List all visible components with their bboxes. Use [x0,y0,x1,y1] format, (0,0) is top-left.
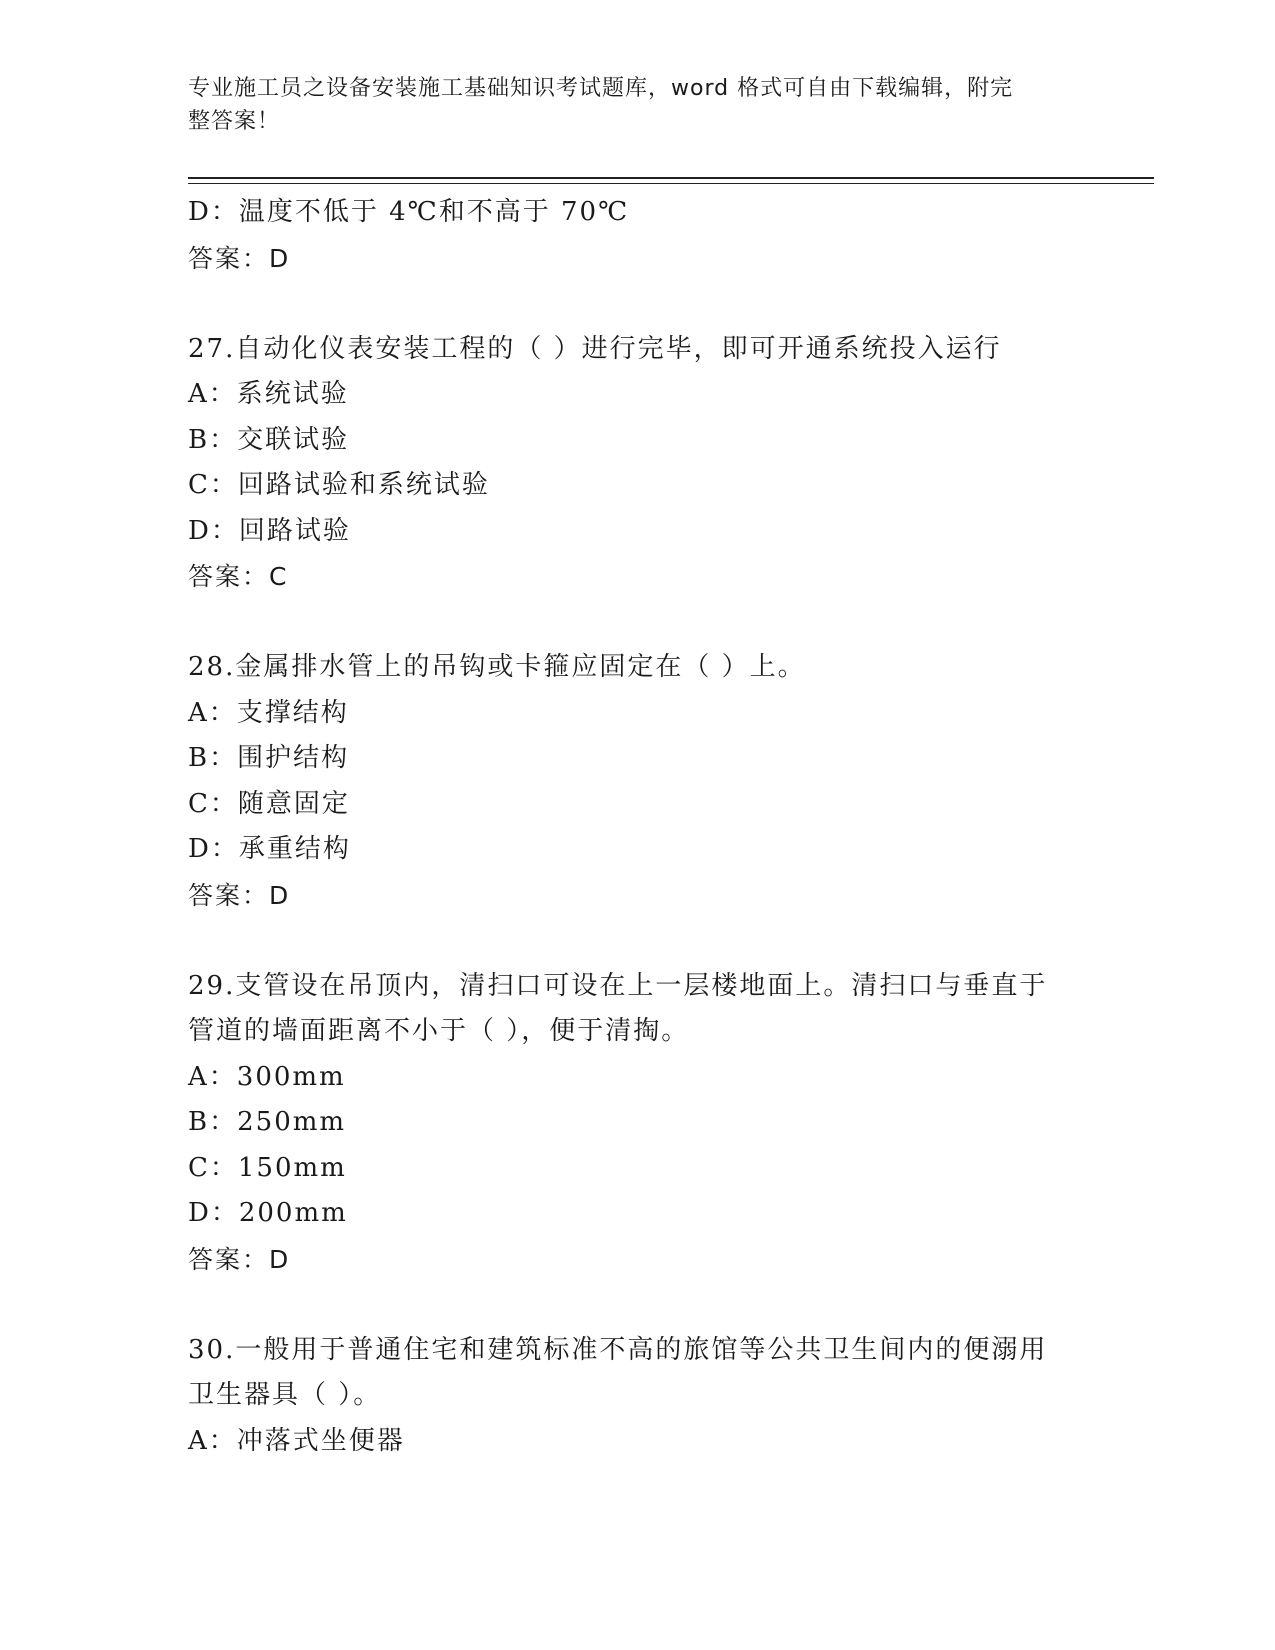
option-b: B：交联试验 [188,424,350,455]
question-29 [188,964,1088,1283]
header-line-2: 整答案！ [188,109,281,134]
option-d: D：回路试验 [188,515,351,546]
option-a: A：300mm [188,1061,346,1092]
question-28 [188,645,1088,918]
question-27 [188,327,1088,600]
option-a: A：冲落式坐便器 [188,1425,405,1456]
option-c: C：回路试验和系统试验 [188,470,490,500]
option-d: D：承重结构 [188,834,351,864]
answer: 答案：D [188,1244,291,1274]
option-d: D：温度不低于 4℃和不高于 70℃ [188,197,630,227]
option-b: B：围护结构 [188,743,350,773]
option-a: A：系统试验 [188,379,349,409]
question-stem: 28.金属排水管上的吊钩或卡箍应固定在（ ）上。 [188,652,806,682]
question-stem-line-2: 卫生器具（ ）。 [188,1380,382,1410]
header-divider-thin [188,183,1154,184]
option-d: D：200mm [188,1198,348,1228]
question-stem-line-1: 29.支管设在吊顶内，清扫口可设在上一层楼地面上。清扫口与垂直于 [188,970,1048,1001]
header-line-1: 专业施工员之设备安装施工基础知识考试题库，word 格式可自由下载编辑，附完 [188,76,1014,101]
answer: 答案：D [188,880,291,910]
answer: 答案：C [188,562,289,591]
answer: 答案：D [188,243,291,273]
option-c: C：150mm [188,1152,347,1183]
document-header [188,72,1068,138]
question-26-tail [188,190,1088,281]
option-b: B：250mm [188,1107,347,1137]
question-list [188,190,1088,1464]
question-stem-line-2: 管道的墙面距离不小于（ ），便于清掏。 [188,1016,690,1046]
header-divider-thick [188,177,1154,179]
question-stem: 27.自动化仪表安装工程的（ ）进行完毕，即可开通系统投入运行 [188,333,1002,364]
option-a: A：支撑结构 [188,697,349,728]
question-30 [188,1328,1088,1465]
question-stem-line-1: 30.一般用于普通住宅和建筑标准不高的旅馆等公共卫生间内的便溺用 [188,1334,1048,1365]
option-c: C：随意固定 [188,788,350,819]
